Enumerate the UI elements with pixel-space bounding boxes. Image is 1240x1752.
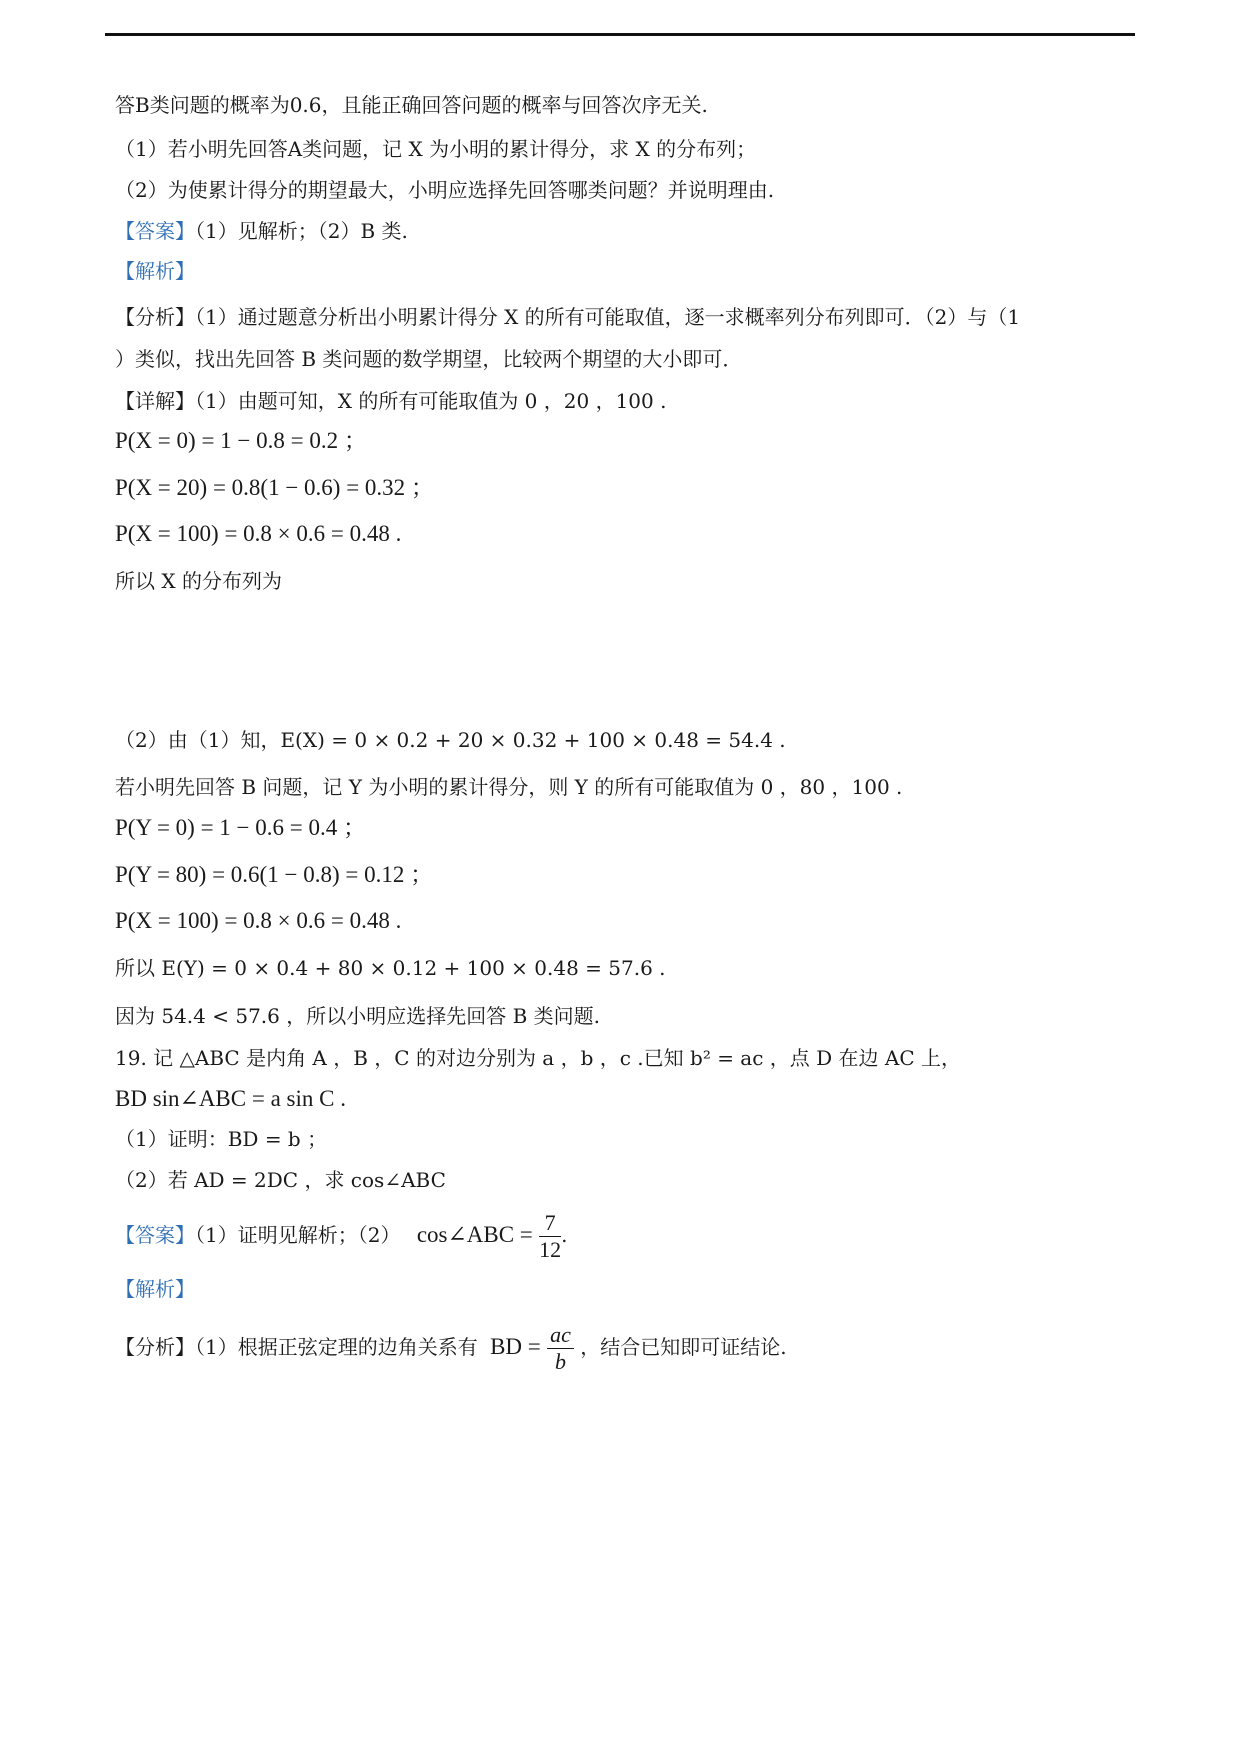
- fraction-numerator: 7: [539, 1210, 561, 1237]
- question-part-2: （2）为使累计得分的期望最大，小明应选择先回答哪类问题？并说明理由.: [115, 178, 775, 202]
- question-19-part-1: （1）证明：BD = b ；: [115, 1127, 328, 1151]
- answer-text-19: （1）证明见解析；（2）: [195, 1223, 401, 1247]
- bd-fraction: [547, 1322, 574, 1375]
- answer-tag-19: 【答案】: [115, 1223, 195, 1247]
- analysis-line-2: ）类似，找出先回答 B 类问题的数学期望，比较两个期望的大小即可．: [115, 347, 743, 371]
- bd-label: BD =: [490, 1334, 541, 1359]
- answer-row-19: 【答案】（1）证明见解析；（2） cos∠ABC = $\frac{7}{12}$ .: [115, 1210, 568, 1262]
- question-part-1: （1）若小明先回答A类问题，记 X 为小明的累计得分，求 X 的分布列；: [115, 137, 757, 161]
- formula-px100-repeat: P(X = 100) = 0.8 × 0.6 = 0.48 .: [115, 908, 402, 933]
- formula-px0: P(X = 0) = 1 − 0.8 = 0.2 ；: [115, 428, 367, 453]
- analysis-19-conclusion: ，结合已知即可证结论.: [580, 1335, 787, 1359]
- detail-line-1: 【详解】（1）由题可知，X 的所有可能取值为 0 ，20 ，100 .: [115, 389, 667, 413]
- formula-py0: P(Y = 0) = 1 − 0.6 = 0.4 ；: [115, 815, 367, 840]
- analysis-line-1: 【分析】（1）通过题意分析出小明累计得分 X 的所有可能取值，逐一求概率列分布列即可．（2）与（1: [115, 305, 1021, 329]
- expectation-y: 所以 E(Y) = 0 × 0.4 + 80 × 0.12 + 100 × 0.48 = 57.6 .: [115, 956, 666, 980]
- question-19-stem: 19. 记 △ABC 是内角 A ，B ，C 的对边分别为 a ，b ，c .已知 b² = ac ，点 D 在边 AC 上，: [115, 1046, 962, 1070]
- question-19-condition: BD sin∠ABC = a sin C .: [115, 1086, 346, 1111]
- cos-abc-fraction: [539, 1210, 561, 1263]
- bd-numerator: ac: [547, 1322, 574, 1349]
- formula-px100: P(X = 100) = 0.8 × 0.6 = 0.48 .: [115, 521, 402, 546]
- analysis-19-line-1: [115, 1322, 787, 1375]
- header-rule: [105, 33, 1135, 36]
- bd-denominator: b: [555, 1349, 566, 1374]
- answer-tag: 【答案】: [115, 219, 195, 243]
- analysis-19-text: 【分析】（1）根据正弦定理的边角关系有: [115, 1335, 478, 1359]
- expectation-x: （2）由（1）知，E(X) = 0 × 0.2 + 20 × 0.32 + 100 × 0.48 = 54.4 .: [115, 728, 786, 752]
- answer-text: （1）见解析；（2）B 类.: [195, 219, 408, 243]
- fraction-denominator: 12: [539, 1237, 562, 1262]
- formula-py80: P(Y = 80) = 0.6(1 − 0.8) = 0.12 ；: [115, 862, 434, 887]
- formula-px20: P(X = 20) = 0.8(1 − 0.6) = 0.32 ；: [115, 475, 434, 500]
- answer-row-18: [115, 218, 408, 244]
- cos-abc-label: cos∠ABC =: [416, 1222, 533, 1247]
- distribution-intro: 所以 X 的分布列为: [115, 569, 282, 593]
- text-line-1: 答B类问题的概率为0.6，且能正确回答问题的概率与回答次序无关.: [115, 93, 708, 117]
- analysis-tag-19: 【解析】: [115, 1277, 195, 1301]
- question-19-part-2: （2）若 AD = 2DC ，求 cos∠ABC: [115, 1168, 446, 1192]
- y-values-line: 若小明先回答 B 问题，记 Y 为小明的累计得分，则 Y 的所有可能取值为 0 ，80 ，100 .: [115, 775, 903, 799]
- comparison-line: 因为 54.4 < 57.6 ，所以小明应选择先回答 B 类问题.: [115, 1004, 601, 1028]
- analysis-tag: 【解析】: [115, 259, 195, 283]
